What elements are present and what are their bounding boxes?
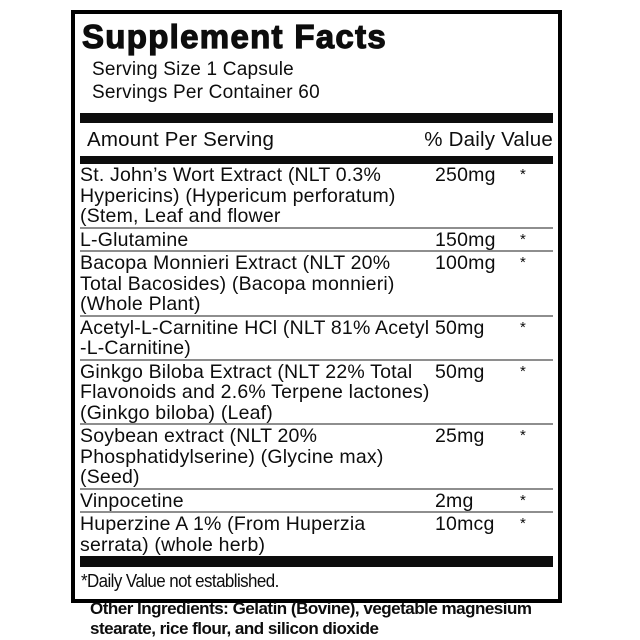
ingredient-daily-value: * xyxy=(520,491,527,509)
ingredient-row xyxy=(80,359,553,424)
ingredient-row xyxy=(80,511,553,555)
serving-size: Serving Size 1 Capsule xyxy=(92,59,294,80)
ingredient-daily-value: * xyxy=(520,318,527,336)
ingredient-name: Soybean extract (NLT 20% Phosphatidylserine) (Glycine max) (Seed) xyxy=(80,425,384,488)
ingredient-amount: 250mg xyxy=(435,164,496,186)
ingredient-amount: 100mg xyxy=(435,252,496,274)
amount-per-serving-label: Amount Per Serving xyxy=(87,128,275,151)
ingredient-name: L-Glutamine xyxy=(80,228,189,251)
daily-value-footnote: *Daily Value not established. xyxy=(80,571,279,591)
other-ingredients: Other Ingredients: Gelatin (Bovine), vegetable magnesium stearate, rice flour, and silicon dioxide xyxy=(90,599,532,638)
ingredient-daily-value: * xyxy=(520,427,527,444)
ingredient-daily-value: * xyxy=(520,230,527,248)
ingredient-row xyxy=(80,423,553,488)
divider-bar-top xyxy=(80,113,553,123)
ingredient-rows xyxy=(80,164,553,555)
ingredient-amount: 150mg xyxy=(435,228,496,251)
supplement-facts-panel xyxy=(71,10,562,603)
ingredient-daily-value: * xyxy=(520,515,527,532)
ingredient-amount: 10mcg xyxy=(435,513,495,535)
ingredient-daily-value: * xyxy=(520,362,527,380)
ingredient-amount: 25mg xyxy=(435,425,485,447)
ingredient-row xyxy=(80,315,553,359)
ingredient-name: St. John’s Wort Extract (NLT 0.3% Hypericins) (Hypericum perforatum) (Stem, Leaf and flower xyxy=(80,164,396,227)
ingredient-name: Ginkgo Biloba Extract (NLT 22% Total Flavonoids and 2.6% Terpene lactones) (Ginkgo biloba) (Leaf) xyxy=(80,360,430,424)
ingredient-row xyxy=(80,488,553,512)
ingredient-daily-value: * xyxy=(520,166,527,183)
ingredient-name: Huperzine A 1% (From Huperzia serrata) (whole herb) xyxy=(80,513,366,556)
servings-per-container: Servings Per Container 60 xyxy=(92,82,320,103)
ingredient-name: Acetyl-L-Carnitine HCl (NLT 81% Acetyl -L-Carnitine) xyxy=(80,316,430,359)
ingredient-amount: 50mg xyxy=(435,360,485,383)
ingredient-daily-value: * xyxy=(520,254,527,271)
ingredient-row xyxy=(80,164,553,227)
ingredient-name: Bacopa Monnieri Extract (NLT 20% Total Bacosides) (Bacopa monnieri) (Whole Plant) xyxy=(80,252,395,315)
column-header-row xyxy=(80,123,553,156)
ingredient-row xyxy=(80,227,553,251)
ingredient-row xyxy=(80,250,553,315)
divider-bar-header xyxy=(80,156,553,164)
daily-value-label: % Daily Value xyxy=(424,128,553,151)
divider-bar-bottom xyxy=(80,556,553,567)
ingredient-name: Vinpocetine xyxy=(80,489,184,512)
ingredient-amount: 50mg xyxy=(435,316,485,339)
panel-title: Supplement Facts xyxy=(82,18,388,55)
ingredient-amount: 2mg xyxy=(435,489,474,512)
